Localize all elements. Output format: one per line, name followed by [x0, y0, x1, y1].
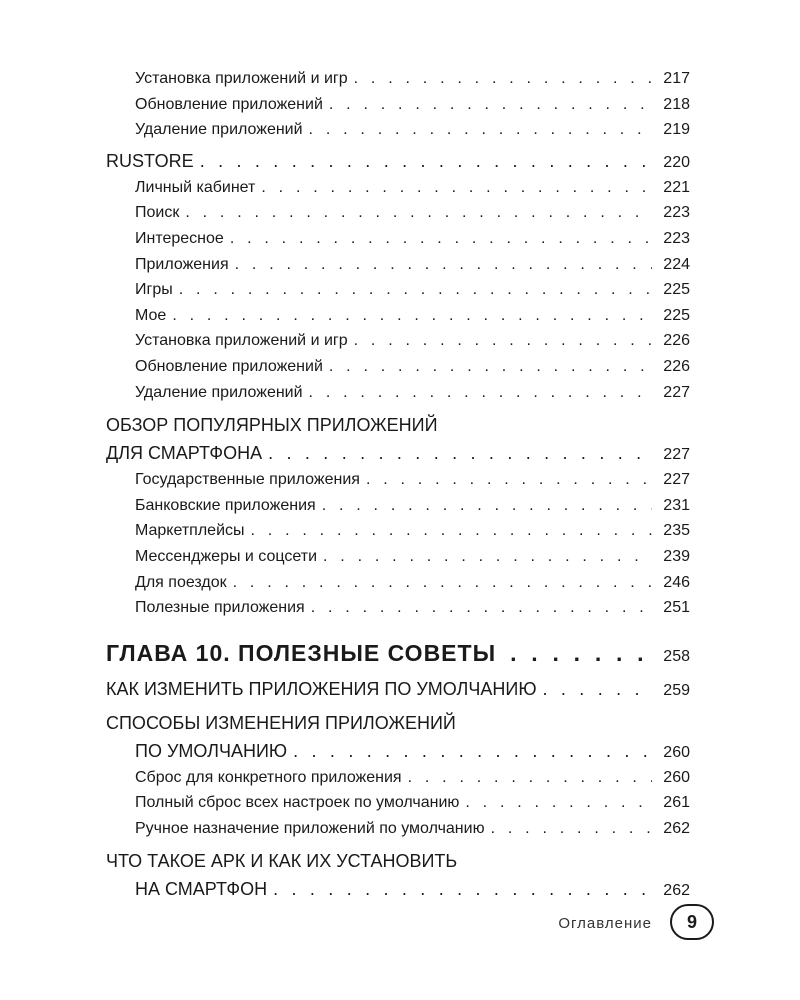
toc-leader-dots [323, 544, 652, 570]
toc-entry-page: 224 [663, 255, 690, 273]
toc-leader-dots [329, 354, 652, 380]
toc-entry-title: Полный сброс всех настроек по умолчанию [135, 794, 460, 812]
toc-entry-page: 261 [663, 794, 690, 812]
toc-entry-title: Приложения [135, 255, 229, 273]
toc-leader-dots [366, 467, 652, 493]
toc-leader-dots [309, 117, 652, 143]
toc-entry [106, 570, 690, 596]
toc-entry-title: Мессенджеры и соцсети [135, 547, 317, 565]
toc-entry-page: 217 [663, 70, 690, 87]
toc-entry-page: 226 [663, 332, 690, 350]
toc-section-entry [106, 147, 690, 175]
toc-entry-page: 235 [663, 522, 690, 540]
toc-entry-page: 219 [663, 121, 690, 139]
toc-leader-dots [233, 570, 652, 596]
toc-leader-dots [543, 675, 653, 703]
toc-leader-dots [491, 816, 652, 842]
toc-entry-page: 218 [663, 95, 690, 113]
toc-section-title: RUSTORE [106, 150, 194, 171]
toc-entry-title: Государственные приложения [135, 471, 360, 489]
toc-entry [106, 328, 690, 354]
toc-entry-page: 221 [663, 178, 690, 196]
toc-leader-dots [261, 175, 652, 201]
toc-entry [106, 493, 690, 519]
toc-leader-dots [179, 277, 652, 303]
toc-entry-page: 262 [663, 882, 690, 900]
toc-entry [106, 226, 690, 252]
table-of-contents [106, 66, 690, 903]
toc-entry [106, 66, 690, 92]
toc-section-title: НА СМАРТФОН [135, 879, 268, 900]
toc-entry-title: Полезные приложения [135, 599, 305, 617]
toc-section-title: ПО УМОЛЧАНИЮ [135, 740, 288, 761]
toc-leader-dots [200, 147, 652, 175]
toc-entry [106, 380, 690, 406]
toc-entry [106, 252, 690, 278]
toc-section-title: ДЛЯ СМАРТФОНА [106, 443, 263, 464]
toc-entry-page: 259 [663, 681, 690, 699]
toc-entry-title: Банковские приложения [135, 496, 316, 514]
toc-leader-dots [251, 518, 652, 544]
toc-section-entry [106, 875, 690, 903]
toc-section-title-line: СПОСОБЫ ИЗМЕНЕНИЯ ПРИЛОЖЕНИЙ [106, 712, 456, 733]
page-number-badge: 9 [670, 904, 714, 940]
toc-entry-title: Обновление приложений [135, 95, 323, 113]
toc-entry-title: Удаление приложений [135, 121, 303, 139]
toc-entry-page: 239 [663, 547, 690, 565]
toc-entry-page: 223 [663, 229, 690, 247]
toc-entry-title: Установка приложений и игр [135, 332, 348, 350]
toc-leader-dots [354, 66, 652, 92]
toc-leader-dots [309, 380, 652, 406]
toc-leader-dots [322, 493, 652, 519]
toc-section-entry [106, 737, 690, 765]
toc-entry-page: 227 [663, 446, 690, 464]
toc-entry-page: 223 [663, 204, 690, 222]
toc-entry-page: 227 [663, 471, 690, 489]
toc-entry-page: 225 [663, 281, 690, 299]
toc-entry [106, 92, 690, 118]
toc-entry-title: Установка приложений и игр [135, 70, 348, 87]
toc-section-title-line: ЧТО ТАКОЕ АРК И КАК ИХ УСТАНОВИТЬ [106, 851, 458, 872]
toc-entry-title: Сброс для конкретного приложения [135, 768, 402, 786]
toc-entry [106, 518, 690, 544]
toc-entry-title: Поиск [135, 204, 180, 222]
toc-entry-title: Интересное [135, 229, 224, 247]
footer-section-label: Оглавление [558, 915, 652, 932]
toc-section-title-line: ОБЗОР ПОПУЛЯРНЫХ ПРИЛОЖЕНИЙ [106, 415, 438, 436]
toc-entry-page: 260 [663, 768, 690, 786]
toc-leader-dots [408, 765, 652, 791]
toc-section-title: КАК ИЗМЕНИТЬ ПРИЛОЖЕНИЯ ПО УМОЛЧАНИЮ [106, 678, 537, 699]
toc-entry [106, 117, 690, 143]
toc-section-entry [106, 439, 690, 467]
toc-entry [106, 277, 690, 303]
toc-entry-title: Для поездок [135, 573, 227, 591]
toc-entry-title: Личный кабинет [135, 178, 256, 196]
toc-entry [106, 544, 690, 570]
toc-entry-page: 260 [663, 743, 690, 761]
toc-entry-page: 231 [663, 496, 690, 514]
toc-entry-page: 251 [663, 599, 690, 617]
toc-entry [106, 354, 690, 380]
toc-section-entry [106, 675, 690, 703]
toc-entry [106, 595, 690, 621]
toc-leader-dots [311, 595, 652, 621]
toc-chapter-title: ГЛАВА 10. ПОЛЕЗНЫЕ СОВЕТЫ [106, 639, 497, 666]
toc-entry-title: Игры [135, 281, 173, 299]
toc-entry-title: Маркетплейсы [135, 522, 245, 540]
toc-entry-page: 262 [663, 819, 690, 837]
toc-entry [106, 765, 690, 791]
toc-entry-title: Обновление приложений [135, 357, 323, 375]
toc-leader-dots [273, 875, 652, 903]
toc-entry-page: 246 [663, 573, 690, 591]
toc-leader-dots [268, 439, 652, 467]
toc-entry-page: 220 [663, 153, 690, 171]
toc-entry-page: 227 [663, 383, 690, 401]
toc-entry-page: 226 [663, 357, 690, 375]
toc-entry-title: Ручное назначение приложений по умолчанию [135, 819, 485, 837]
toc-leader-dots [293, 737, 652, 765]
toc-leader-dots [329, 92, 652, 118]
toc-leader-dots [230, 226, 652, 252]
toc-leader-dots [465, 790, 652, 816]
toc-entry-page: 225 [663, 306, 690, 324]
toc-entry-title: Удаление приложений [135, 383, 303, 401]
toc-entry [106, 790, 690, 816]
toc-entry [106, 303, 690, 329]
toc-leader-dots [235, 252, 652, 278]
toc-leader-dots [172, 303, 652, 329]
toc-entry-title: Мое [135, 306, 167, 324]
toc-entry [106, 200, 690, 226]
toc-chapter-entry [106, 635, 690, 671]
toc-leader-dots [185, 200, 652, 226]
toc-entry [106, 816, 690, 842]
toc-entry [106, 467, 690, 493]
toc-leader-dots [510, 635, 652, 671]
toc-leader-dots [354, 328, 652, 354]
toc-entry [106, 175, 690, 201]
toc-entry-page: 258 [663, 647, 690, 665]
